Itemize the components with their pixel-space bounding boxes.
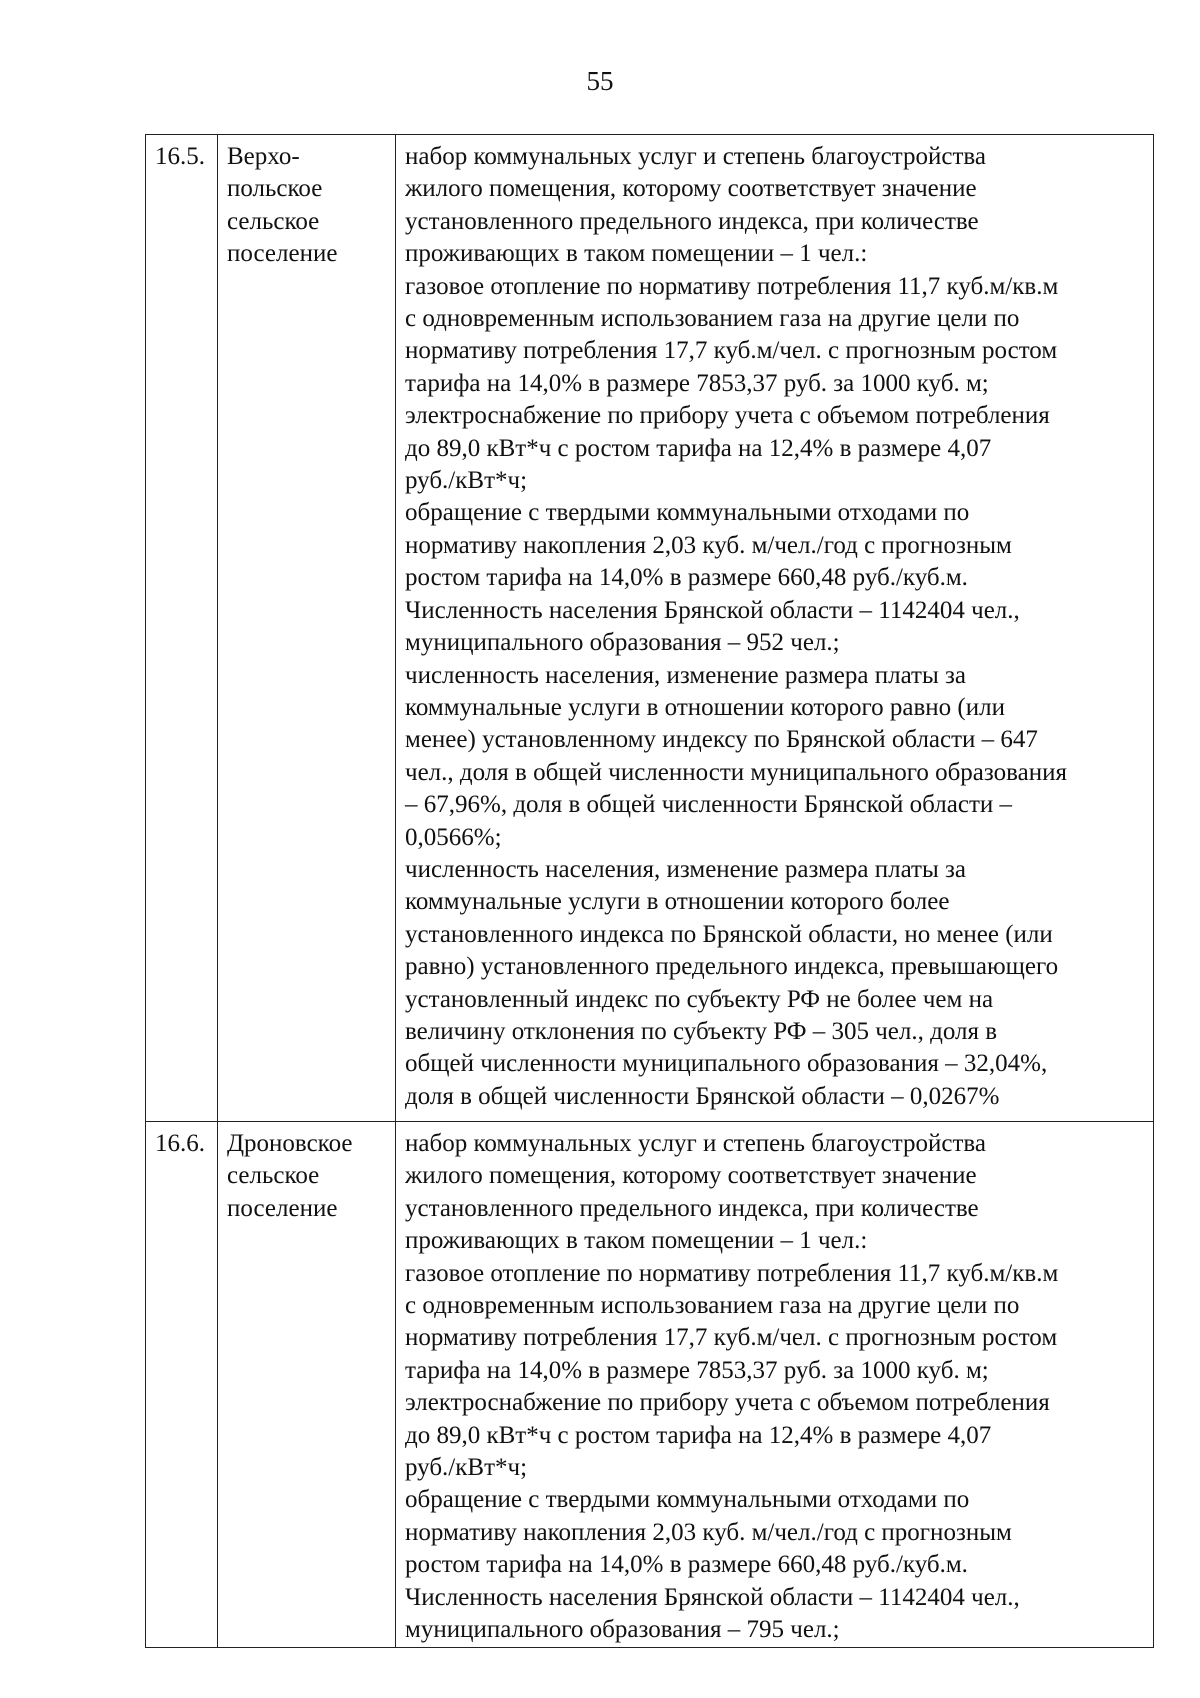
description-line: доля в общей численности Брянской области – 0,0267% <box>405 1082 1000 1110</box>
description-line: коммунальные услуги в отношении которого равно (или <box>405 693 1005 721</box>
description-line: проживающих в таком помещении – 1 чел.: <box>405 1227 868 1255</box>
description-line: до 89,0 кВт*ч с ростом тарифа на 12,4% в размере 4,07 <box>405 1421 992 1449</box>
description-line: газовое отопление по нормативу потребления 11,7 куб.м/кв.м <box>405 272 1059 300</box>
description-line: муниципального образования – 795 чел.; <box>405 1616 840 1644</box>
description-line: установленный индекс по субъекту РФ не более чем на <box>405 985 994 1013</box>
description-line: до 89,0 кВт*ч с ростом тарифа на 12,4% в размере 4,07 <box>405 434 992 462</box>
description-line: установленного индекса по Брянской области, но менее (или <box>405 920 1053 948</box>
description-line: жилого помещения, которому соответствует значение <box>405 1162 977 1190</box>
description-line: электроснабжение по прибору учета с объемом потребления <box>405 1389 1050 1417</box>
description-line: коммунальные услуги в отношении которого более <box>405 888 950 916</box>
description-line: нормативу накопления 2,03 куб. м/чел./год с прогнозным <box>405 1518 1012 1546</box>
description-line: жилого помещения, которому соответствует значение <box>405 175 977 203</box>
settlement-name <box>218 1122 396 1648</box>
description-line: величину отклонения по субъекту РФ – 305 чел., доля в <box>405 1017 998 1045</box>
description-line: проживающих в таком помещении – 1 чел.: <box>405 240 868 268</box>
description-line: электроснабжение по прибору учета с объемом потребления <box>405 402 1050 430</box>
description-line: чел., доля в общей численности муниципального образования <box>405 758 1067 786</box>
description-line: с одновременным использованием газа на другие цели по <box>405 1292 1020 1320</box>
description-line: – 67,96%, доля в общей численности Брянской области – <box>405 791 1012 819</box>
settlement-name-line: польское <box>227 175 323 203</box>
description-line: Численность населения Брянской области – 1142404 чел., <box>405 1583 1020 1611</box>
settlement-name-line: Верхо- <box>227 143 300 170</box>
description-line: муниципального образования – 952 чел.; <box>405 629 840 657</box>
description-line: Численность населения Брянской области – 1142404 чел., <box>405 596 1020 624</box>
description-line: набор коммунальных услуг и степень благоустройства <box>405 1130 986 1157</box>
description-line: обращение с твердыми коммунальными отходами по <box>405 499 970 527</box>
settlement-name-line: Дроновское <box>227 1130 353 1157</box>
table-row <box>146 135 1154 1122</box>
description-line: нормативу накопления 2,03 куб. м/чел./год с прогнозным <box>405 531 1012 559</box>
description-line: установленного предельного индекса, при количестве <box>405 1194 979 1222</box>
settlement-name-line: сельское <box>227 1162 320 1190</box>
description-line: ростом тарифа на 14,0% в размере 660,48 руб./куб.м. <box>405 1551 968 1579</box>
row-number-text: 16.5. <box>155 143 205 170</box>
row-number-text: 16.6. <box>155 1130 205 1157</box>
settlement-name-line: сельское <box>227 207 320 235</box>
description-line: равно) установленного предельного индекса, превышающего <box>405 953 1059 981</box>
description-line: ростом тарифа на 14,0% в размере 660,48 руб./куб.м. <box>405 564 968 592</box>
description-line: газовое отопление по нормативу потребления 11,7 куб.м/кв.м <box>405 1259 1059 1287</box>
description-line: менее) установленному индексу по Брянской области – 647 <box>405 726 1038 754</box>
settlement-name <box>218 135 396 1122</box>
settlement-name-line: поселение <box>227 1194 338 1222</box>
settlements-table <box>145 134 1154 1648</box>
description-line: тарифа на 14,0% в размере 7853,37 руб. за 1000 куб. м; <box>405 1356 989 1384</box>
settlement-name-line: поселение <box>227 240 338 268</box>
description-line: численность населения, изменение размера платы за <box>405 661 966 689</box>
table-row <box>146 1122 1154 1648</box>
description-line: с одновременным использованием газа на другие цели по <box>405 305 1020 333</box>
description-line: набор коммунальных услуг и степень благоустройства <box>405 143 986 170</box>
description-line: численность населения, изменение размера платы за <box>405 855 966 883</box>
settlement-description <box>396 1122 1154 1648</box>
description-line: обращение с твердыми коммунальными отходами по <box>405 1486 970 1514</box>
description-line: общей численности муниципального образования – 32,04%, <box>405 1050 1048 1078</box>
page-number: 55 <box>586 66 614 96</box>
description-line: 0,0566%; <box>405 823 502 851</box>
description-line: нормативу потребления 17,7 куб.м/чел. с прогнозным ростом <box>405 1324 1058 1352</box>
description-line: нормативу потребления 17,7 куб.м/чел. с прогнозным ростом <box>405 337 1058 365</box>
row-number <box>146 1122 218 1648</box>
description-line: тарифа на 14,0% в размере 7853,37 руб. за 1000 куб. м; <box>405 369 989 397</box>
description-line: руб./кВт*ч; <box>405 1454 528 1482</box>
description-line: руб./кВт*ч; <box>405 467 528 495</box>
settlement-description <box>396 135 1154 1122</box>
row-number <box>146 135 218 1122</box>
description-line: установленного предельного индекса, при количестве <box>405 207 979 235</box>
